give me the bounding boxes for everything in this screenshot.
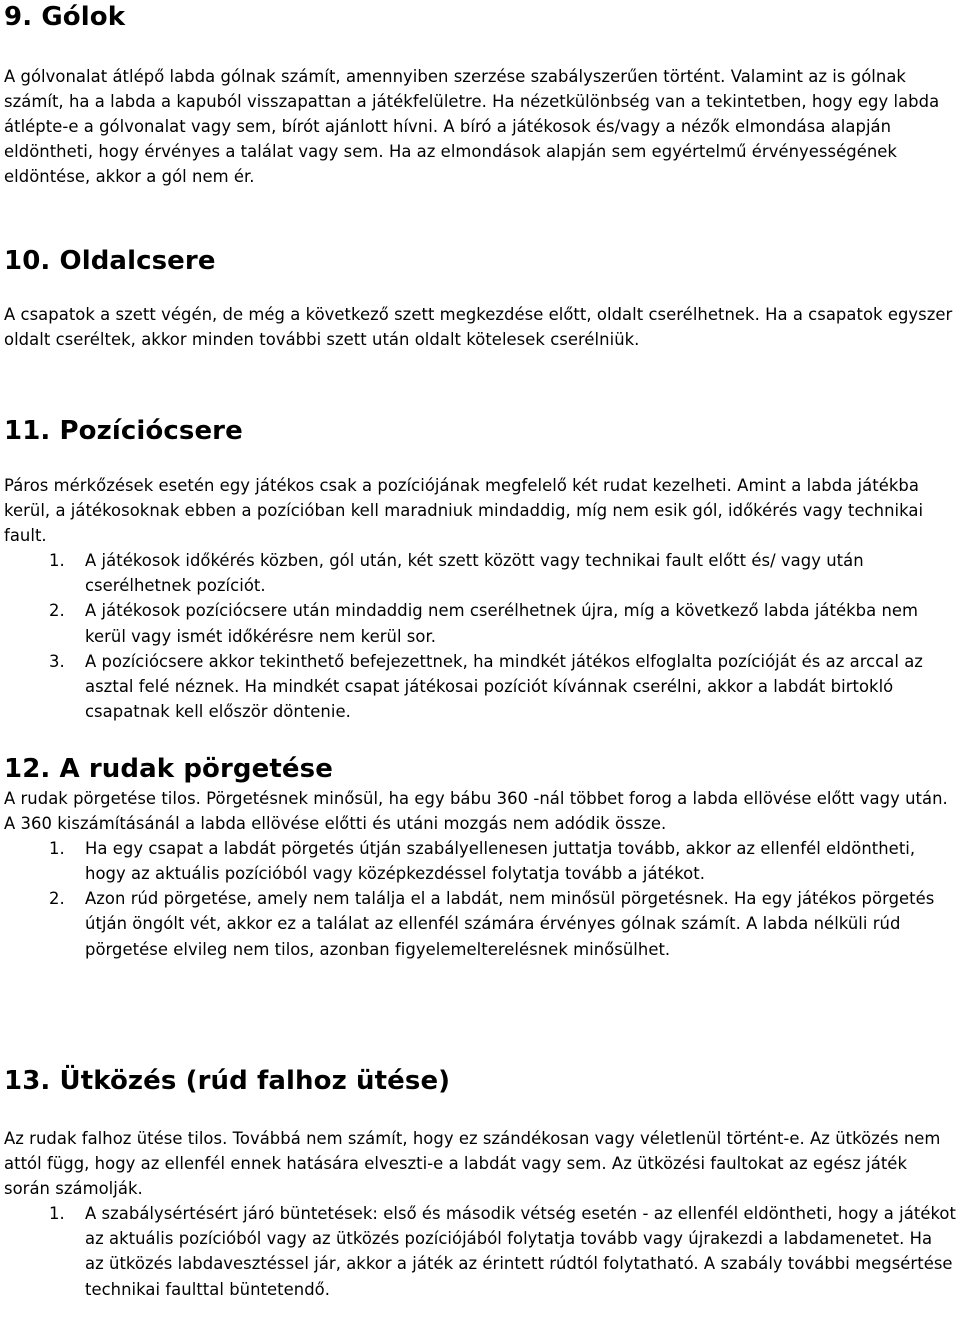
list-item-number: 1. (49, 551, 65, 571)
section-collision (4, 1064, 956, 1302)
section-heading: 11. Pozíciócsere (4, 416, 243, 446)
section-paragraph: Páros mérkőzések esetén egy játékos csak a pozíciójának megfelelő két rudat kezelheti. Amint a labda játékba kerül, a játékosoknak ebben a pozícióban kell maradniuk mindaddig, míg nem esik gól, időkérés vagy technikai fault. (4, 476, 924, 546)
section-heading: 10. Oldalcsere (4, 246, 216, 276)
numbered-list (4, 836, 956, 961)
numbered-list (4, 1201, 956, 1301)
section-paragraph: Az rudak falhoz ütése tilos. Továbbá nem számít, hogy ez szándékosan vagy véletlenül történt-e. Az ütközés nem attól függ, hogy az ellenfél ennek hatására elveszti-e a labdát vagy sem. Az ütközési faultokat az egész játék során számolják. (4, 1129, 941, 1199)
list-item (4, 649, 956, 724)
list-item-number: 1. (49, 1204, 65, 1224)
section-paragraph: A csapatok a szett végén, de még a következő szett megkezdése előtt, oldalt cserélhetnek. Ha a csapatok egyszer oldalt cseréltek, akkor minden további szett után oldalt kötelesek cserélniük. (4, 305, 953, 350)
list-item-number: 3. (49, 651, 65, 671)
section-position-change (4, 414, 956, 724)
list-item (4, 548, 956, 598)
list-item-number: 1. (49, 839, 65, 859)
numbered-list (4, 548, 956, 724)
section-paragraph: A gólvonalat átlépő labda gólnak számít, amennyiben szerzése szabályszerűen történt. Valamint az is gólnak számít, ha a labda a kapuból visszapattan a játékfelületre. Ha nézetkülönbség van a tekintetben, hogy egy labda átlépte-e a gólvonalat vagy sem, bírót ajánlott hívni. A bíró a játékosok és/vagy a nézők elmondása alapján eldöntheti, hogy érvényes a találat vagy sem. Ha az elmondások alapján sem egyértelmű érvényességének eldöntése, akkor a gól nem ér. (4, 67, 940, 187)
list-item-text: A szabálysértésért járó büntetések: első és második vétség esetén - az ellenfél eldöntheti, hogy a játékot az aktuális pozícióból vagy az ütközés pozíciójából folytatja tovább vagy újrakezdi a labdamenetet. Ha az ütközés labdavesztéssel jár, akkor a játék az érintett rúdtól folytatható. A szabály további megsértése technikai faulttal büntetendő. (85, 1204, 956, 1299)
section-paragraph: A rudak pörgetése tilos. Pörgetésnek minősül, ha egy bábu 360 -nál többet forog a labda ellövése előtt vagy után. A 360 kiszámításánál a labda ellövése előtti és utáni mozgás nem adódik össze. (4, 789, 948, 834)
list-item (4, 886, 956, 961)
list-item-text: A pozíciócsere akkor tekinthető befejezettnek, ha mindkét játékos elfoglalta pozícióját és az arccal az asztal felé néznek. Ha mindkét csapat játékosai pozíciót kívánnak cserélni, akkor a labdát birtokló csapatnak kell először döntenie. (85, 651, 923, 721)
list-item (4, 836, 956, 886)
section-side-change (4, 244, 956, 352)
section-goals (4, 0, 956, 189)
list-item-text: Ha egy csapat a labdát pörgetés útján szabályellenesen juttatja tovább, akkor az ellenfél eldöntheti, hogy az aktuális pozícióból vagy középkezdéssel folytatja tovább a játékot. (85, 839, 916, 884)
list-item-text: A játékosok pozíciócsere után mindaddig nem cserélhetnek újra, míg a következő labda játékba nem kerül vagy ismét időkérésre nem kerül sor. (85, 601, 919, 646)
section-rod-spinning (4, 752, 956, 962)
list-item-text: A játékosok időkérés közben, gól után, két szett között vagy technikai fault előtt és/ vagy után cserélhetnek pozíciót. (85, 551, 864, 596)
list-item-text: Azon rúd pörgetése, amely nem találja el a labdát, nem minősül pörgetésnek. Ha egy játékos pörgetés útján öngólt vét, akkor ez a találat az ellenfél számára érvényes gólnak számít. A labda nélküli rúd pörgetése elvileg nem tilos, azonban figyelemelterelésnek minősülhet. (85, 889, 935, 959)
section-heading: 9. Gólok (4, 2, 126, 32)
list-item (4, 1201, 956, 1301)
section-heading: 13. Ütközés (rúd falhoz ütése) (4, 1066, 451, 1096)
list-item-number: 2. (49, 889, 65, 909)
list-item (4, 598, 956, 648)
list-item-number: 2. (49, 601, 65, 621)
section-heading: 12. A rudak pörgetése (4, 754, 333, 784)
